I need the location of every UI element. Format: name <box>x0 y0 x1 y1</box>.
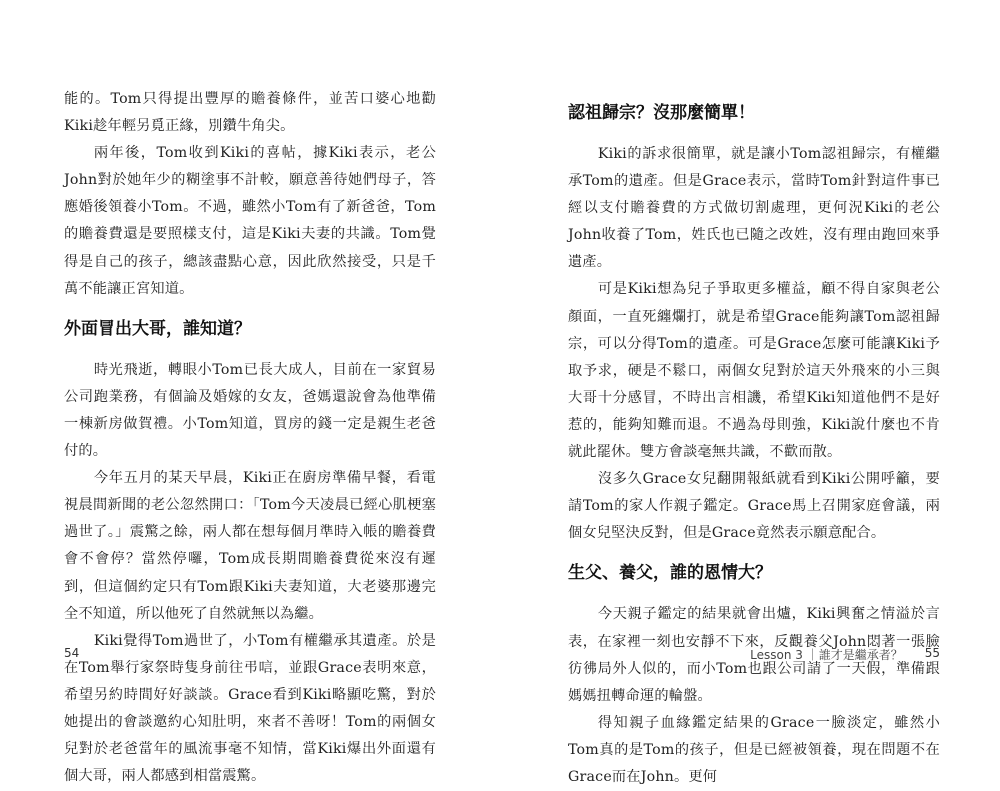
paragraph: 今天親子鑑定的結果就會出爐，Kiki興奮之情溢於言表，在家裡一刻也安靜不下來，反觀養父John悶著一張臉彷彿局外人似的，而小Tom也跟公司請了一天假，準備跟媽媽扭轉命運的輪盤。 <box>568 606 940 704</box>
paragraph: 能的。Tom只得提出豐厚的贍養條件，並苦口婆心地勸Kiki趁年輕另覓正緣，別鑽牛角尖。 <box>64 91 436 135</box>
paragraph: 時光飛逝，轉眼小Tom已長大成人，目前在一家貿易公司跑業務，有個論及婚嫁的女友，爸媽還說會為他準備一棟新房做賀禮。小Tom知道，買房的錢一定是親生老爸付的。 <box>64 361 436 460</box>
paragraph: 今年五月的某天早晨，Kiki正在廚房準備早餐，看電視晨間新聞的老公忽然開口：「Tom今天凌晨已經心肌梗塞過世了。」震驚之餘，兩人都在想每個月準時入帳的贍養費會不會停？當然停囉，Tom成長期間贍養費從來沒有遲到，但這個約定只有Tom跟Kiki夫妻知道，大老婆那邊完全不知道，所以他死了自然就無以為繼。 <box>64 470 436 622</box>
right-page-body <box>568 100 940 791</box>
left-page-body <box>64 86 436 790</box>
paragraph: 可是Kiki想為兒子爭取更多權益，顧不得自家與老公顏面，一直死纏爛打，就是希望Grace能夠讓Tom認祖歸宗，可以分得Tom的遺產。可是Grace怎麼可能讓Kiki予取予求，硬是不鬆口，兩個女兒對於這天外飛來的小三與大哥十分感冒，不時出言相譏，希望Kiki知道他們不是好惹的，能夠知難而退。不過為母則強，Kiki說什麼也不肯就此罷休。雙方會談毫無共識，不歡而散。 <box>568 281 940 461</box>
right-page <box>500 0 1000 785</box>
paragraph: 沒多久Grace女兒翻開報紙就看到Kiki公開呼籲，要請Tom的家人作親子鑑定。Grace馬上召開家庭會議，兩個女兒堅決反對，但是Grace竟然表示願意配合。 <box>568 471 940 542</box>
footer-right <box>750 646 940 663</box>
paragraph: Kiki覺得Tom過世了，小Tom有權繼承其遺產。於是在Tom舉行家祭時隻身前往弔唁，並跟Grace表明來意，希望另約時間好好談談。Grace看到Kiki略顯吃驚，對於她提出的會談邀約心知肚明，來者不善呀！Tom的兩個女兒對於老爸當年的風流事毫不知情，當Kiki爆出外面還有個大哥，兩人都感到相當震驚。 <box>64 632 436 785</box>
paragraph: 得知親子血緣鑑定結果的Grace一臉淡定，雖然小Tom真的是Tom的孩子，但是已經被領養，現在問題不在Grace而在John。更何 <box>568 714 940 785</box>
section-heading: 外面冒出大哥，誰知道？ <box>64 318 251 339</box>
paragraph: Kiki的訴求很簡單，就是讓小Tom認祖歸宗，有權繼承Tom的遺產。但是Grace表示，當時Tom針對這件事已經以支付贍養費的方式做切割處理，更何況Kiki的老公John收養了Tom，姓氏也已隨之改姓，沒有理由跑回來爭遺產。 <box>568 146 940 271</box>
paragraph: 兩年後，Tom收到Kiki的喜帖，據Kiki表示，老公John對於她年少的糊塗事不計較，願意善待她們母子，答應婚後領養小Tom。不過，雖然小Tom有了新爸爸，Tom的贍養費還是要照樣支付，這是Kiki夫妻的共識。Tom覺得是自己的孩子，總該盡點心意，因此欣然接受，只是千萬不能讓正宮知道。 <box>64 145 436 297</box>
section-heading: 生父、養父，誰的恩情大？ <box>568 563 772 584</box>
page-number-right: 55 <box>924 646 940 660</box>
left-page <box>0 0 500 785</box>
page-number-left: 54 <box>64 646 80 660</box>
running-head: Lesson 3 ｜誰才是繼承者？ <box>750 648 903 662</box>
section-heading: 認祖歸宗？沒那麼簡單！ <box>568 103 755 123</box>
